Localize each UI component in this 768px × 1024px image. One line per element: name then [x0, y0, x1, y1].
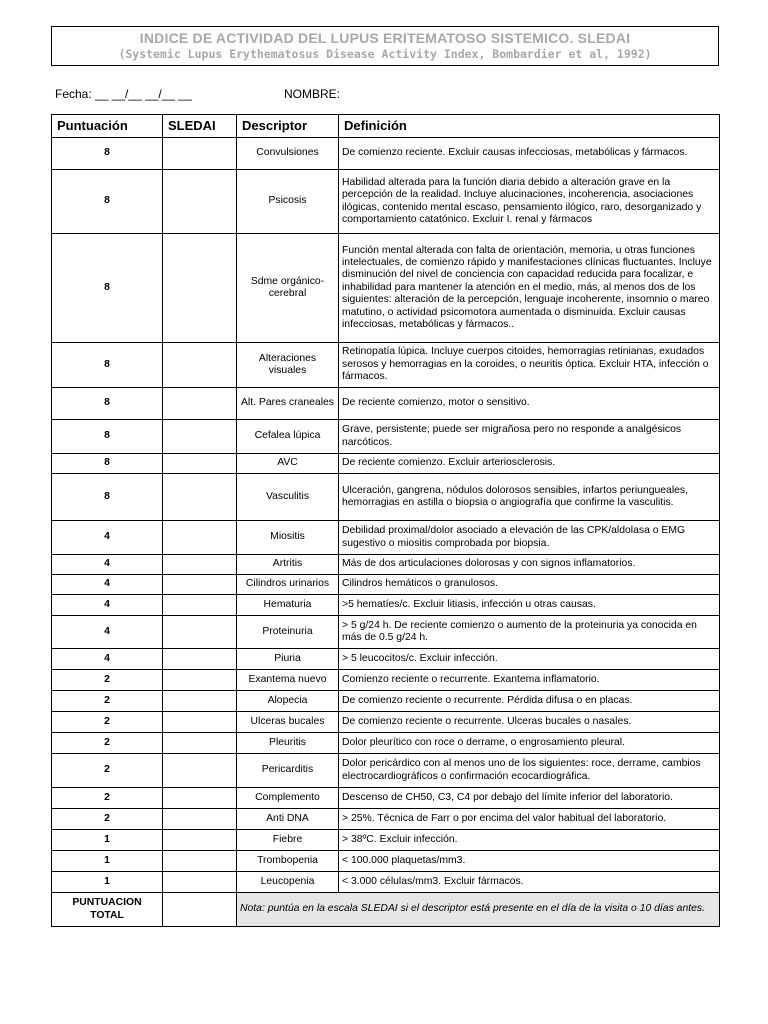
sledai-table	[51, 114, 720, 927]
score-cell: 2	[52, 733, 163, 754]
title-box	[51, 26, 719, 66]
definition-cell: < 100.000 plaquetas/mm3.	[339, 851, 720, 872]
sledai-cell[interactable]	[163, 830, 237, 851]
score-cell: 2	[52, 691, 163, 712]
note-text: Nota: puntúa en la escala SLEDAI si el descriptor está presente en el día de la visita o 10 días antes.	[237, 893, 720, 927]
sledai-cell[interactable]	[163, 575, 237, 595]
descriptor-cell: Complemento	[237, 788, 339, 809]
sledai-cell[interactable]	[163, 851, 237, 872]
descriptor-cell: Pleuritis	[237, 733, 339, 754]
definition-cell: Debilidad proximal/dolor asociado a elevación de las CPK/aldolasa o EMG sugestivo o miositis comprobada por biopsia.	[339, 521, 720, 555]
descriptor-cell: Anti DNA	[237, 809, 339, 830]
table-row	[52, 138, 720, 170]
table-row	[52, 754, 720, 788]
descriptor-cell: Convulsiones	[237, 138, 339, 170]
descriptor-cell: Sdme orgánico-cerebral	[237, 234, 339, 343]
table-row	[52, 809, 720, 830]
sledai-cell[interactable]	[163, 474, 237, 521]
table-row	[52, 555, 720, 575]
table-row	[52, 670, 720, 691]
definition-cell: >5 hematíes/c. Excluir litiasis, infección u otras causas.	[339, 595, 720, 616]
descriptor-cell: Hematuria	[237, 595, 339, 616]
sledai-cell[interactable]	[163, 809, 237, 830]
score-cell: 8	[52, 388, 163, 420]
sledai-cell[interactable]	[163, 595, 237, 616]
sledai-cell[interactable]	[163, 343, 237, 388]
definition-cell: De comienzo reciente. Excluir causas infecciosas, metabólicas y fármacos.	[339, 138, 720, 170]
definition-cell: De comienzo reciente o recurrente. Ulceras bucales o nasales.	[339, 712, 720, 733]
definition-cell: < 3.000 células/mm3. Excluir fármacos.	[339, 872, 720, 893]
score-cell: 4	[52, 595, 163, 616]
sledai-cell[interactable]	[163, 234, 237, 343]
table-row	[52, 170, 720, 234]
sledai-cell[interactable]	[163, 788, 237, 809]
sledai-cell[interactable]	[163, 649, 237, 670]
table-row	[52, 830, 720, 851]
table-row	[52, 872, 720, 893]
sledai-cell[interactable]	[163, 712, 237, 733]
table-header-row	[52, 115, 720, 138]
descriptor-cell: Leucopenia	[237, 872, 339, 893]
definition-cell: > 25%. Técnica de Farr o por encima del valor habitual del laboratorio.	[339, 809, 720, 830]
sledai-cell[interactable]	[163, 521, 237, 555]
score-cell: 1	[52, 830, 163, 851]
definition-cell: > 38ºC. Excluir infección.	[339, 830, 720, 851]
table-row	[52, 420, 720, 454]
document-title: INDICE DE ACTIVIDAD DEL LUPUS ERITEMATOSO SISTEMICO. SLEDAI	[139, 30, 631, 46]
score-cell: 4	[52, 575, 163, 595]
descriptor-cell: Piuria	[237, 649, 339, 670]
descriptor-cell: Cilindros urinarios	[237, 575, 339, 595]
table-row	[52, 851, 720, 872]
score-cell: 2	[52, 809, 163, 830]
header-definicion: Definición	[339, 115, 720, 138]
table-row	[52, 788, 720, 809]
score-cell: 1	[52, 872, 163, 893]
descriptor-cell: Proteinuria	[237, 616, 339, 649]
sledai-cell[interactable]	[163, 170, 237, 234]
descriptor-cell: Psicosis	[237, 170, 339, 234]
score-cell: 2	[52, 712, 163, 733]
descriptor-cell: Pericarditis	[237, 754, 339, 788]
sledai-cell[interactable]	[163, 691, 237, 712]
descriptor-cell: Fiebre	[237, 830, 339, 851]
table-row	[52, 733, 720, 754]
score-cell: 2	[52, 670, 163, 691]
definition-cell: Grave, persistente; puede ser migrañosa pero no responde a analgésicos narcóticos.	[339, 420, 720, 454]
score-cell: 4	[52, 616, 163, 649]
score-cell: 4	[52, 649, 163, 670]
definition-cell: De comienzo reciente o recurrente. Pérdida difusa o en placas.	[339, 691, 720, 712]
table-row	[52, 521, 720, 555]
definition-cell: Cilindros hemáticos o granulosos.	[339, 575, 720, 595]
score-cell: 8	[52, 138, 163, 170]
fecha-field[interactable]: Fecha: __ __/__ __/__ __	[55, 87, 192, 101]
score-cell: 8	[52, 170, 163, 234]
definition-cell: De reciente comienzo. Excluir arteriosclerosis.	[339, 454, 720, 474]
definition-cell: > 5 leucocitos/c. Excluir infección.	[339, 649, 720, 670]
descriptor-cell: Trombopenia	[237, 851, 339, 872]
sledai-cell[interactable]	[163, 420, 237, 454]
score-cell: 8	[52, 420, 163, 454]
table-row	[52, 649, 720, 670]
definition-cell: Habilidad alterada para la función diaria debido a alteración grave en la percepción de la realidad. Incluye alucinaciones, incoherencia, asociaciones ilógicas, contenido mental escaso, pensamiento ilógico, raro, desorganizado y comportamiento catatónico. Excluir I. renal y fármacos	[339, 170, 720, 234]
sledai-cell[interactable]	[163, 754, 237, 788]
descriptor-cell: Vasculitis	[237, 474, 339, 521]
header-descriptor: Descriptor	[237, 115, 339, 138]
document-subtitle: (Systemic Lupus Erythematosus Disease Activity Index, Bombardier et al, 1992)	[118, 47, 652, 61]
table-row	[52, 691, 720, 712]
definition-cell: Comienzo reciente o recurrente. Exantema inflamatorio.	[339, 670, 720, 691]
definition-cell: Ulceración, gangrena, nódulos dolorosos sensibles, infartos periungueales, hemorragias en astilla o biopsia o angiografía que confirme la vasculitis.	[339, 474, 720, 521]
table-row	[52, 343, 720, 388]
table-row	[52, 595, 720, 616]
table-row	[52, 234, 720, 343]
header-puntuacion: Puntuación	[52, 115, 163, 138]
descriptor-cell: Alteraciones visuales	[237, 343, 339, 388]
definition-cell: De reciente comienzo, motor o sensitivo.	[339, 388, 720, 420]
score-cell: 8	[52, 474, 163, 521]
sledai-cell[interactable]	[163, 138, 237, 170]
score-cell: 2	[52, 754, 163, 788]
score-cell: 8	[52, 454, 163, 474]
sledai-cell[interactable]	[163, 616, 237, 649]
table-row	[52, 454, 720, 474]
definition-cell: Descenso de CH50, C3, C4 por debajo del límite inferior del laboratorio.	[339, 788, 720, 809]
table-row	[52, 616, 720, 649]
descriptor-cell: Exantema nuevo	[237, 670, 339, 691]
descriptor-cell: Artritis	[237, 555, 339, 575]
score-cell: 1	[52, 851, 163, 872]
definition-cell: > 5 g/24 h. De reciente comienzo o aumento de la proteinuria ya conocida en más de 0.5 g/24 h.	[339, 616, 720, 649]
table-row	[52, 712, 720, 733]
definition-cell: Retinopatía lúpica. Incluye cuerpos citoides, hemorragias retinianas, exudados serosos y hemorragias en la coroides, o neuritis óptica. Excluir HTA, infección o fármacos.	[339, 343, 720, 388]
definition-cell: Dolor pleurítico con roce o derrame, o engrosamiento pleural.	[339, 733, 720, 754]
table-row	[52, 474, 720, 521]
sledai-cell[interactable]	[163, 388, 237, 420]
descriptor-cell: Ulceras bucales	[237, 712, 339, 733]
descriptor-cell: AVC	[237, 454, 339, 474]
table-row	[52, 388, 720, 420]
table-body	[52, 138, 720, 893]
header-sledai: SLEDAI	[163, 115, 237, 138]
sledai-cell[interactable]	[163, 872, 237, 893]
score-cell: 2	[52, 788, 163, 809]
descriptor-cell: Alopecia	[237, 691, 339, 712]
descriptor-cell: Alt. Pares craneales	[237, 388, 339, 420]
score-cell: 4	[52, 555, 163, 575]
score-cell: 8	[52, 234, 163, 343]
definition-cell: Más de dos articulaciones dolorosas y con signos inflamatorios.	[339, 555, 720, 575]
descriptor-cell: Miositis	[237, 521, 339, 555]
total-value-cell[interactable]	[163, 893, 237, 927]
descriptor-cell: Cefalea lúpica	[237, 420, 339, 454]
definition-cell: Función mental alterada con falta de orientación, memoria, u otras funciones intelectuales, de comienzo rápido y manifestaciones clínicas fluctuantes. Incluye disminución del nivel de conciencia con capacidad reducida para focalizar, e inhabilidad para mantener la atención en el medio, más, al menos dos de los siguientes: alteración de la percepción, lenguaje incoherente, insomnio o mareo matutino, o actividad psicomotora aumentada o disminuida. Excluir causas infecciosas, metabólicas y fármacos..	[339, 234, 720, 343]
sledai-cell[interactable]	[163, 454, 237, 474]
sledai-cell[interactable]	[163, 555, 237, 575]
sledai-cell[interactable]	[163, 670, 237, 691]
table-row	[52, 575, 720, 595]
total-row	[52, 893, 720, 927]
sledai-cell[interactable]	[163, 733, 237, 754]
score-cell: 4	[52, 521, 163, 555]
score-cell: 8	[52, 343, 163, 388]
definition-cell: Dolor pericárdico con al menos uno de los siguientes: roce, derrame, cambios electrocardiográficos o confirmación ecocardiográfica.	[339, 754, 720, 788]
nombre-field[interactable]: NOMBRE:	[284, 87, 341, 101]
total-label: PUNTUACION TOTAL	[52, 893, 163, 927]
